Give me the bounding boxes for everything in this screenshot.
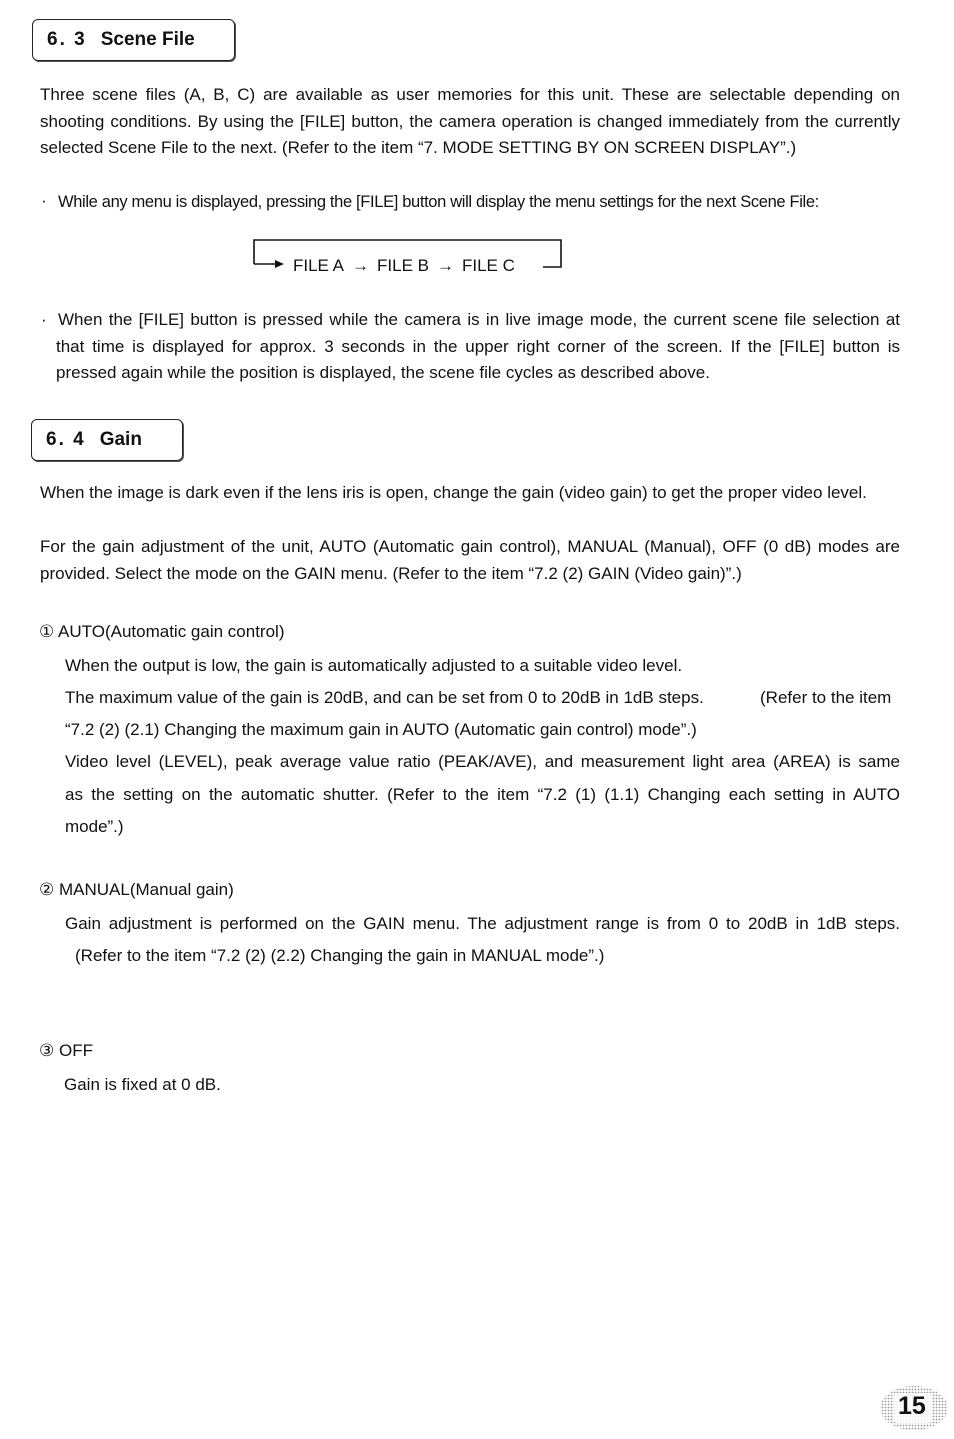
file-a-label: FILE A <box>293 256 345 275</box>
file-b-label: FILE B <box>377 256 429 275</box>
section-number: 6. 3 <box>47 29 87 50</box>
section-heading-gain <box>31 419 183 461</box>
auto-heading <box>39 621 284 643</box>
auto-line-2a: The maximum value of the gain is 20dB, and can be set from 0 to 20dB in 1dB steps. <box>65 688 704 707</box>
right-arrow-icon: → <box>352 256 370 275</box>
manual-line-2: (Refer to the item “7.2 (2) (2.2) Changing the gain in MANUAL mode”.) <box>75 946 605 965</box>
auto-heading-text: AUTO(Automatic gain control) <box>58 622 285 641</box>
bullet-marker: · <box>41 191 47 210</box>
off-heading <box>39 1040 93 1062</box>
page-number-badge <box>878 1385 948 1431</box>
bullet-menu-file: While any menu is displayed, pressing the [FILE] button will display the menu settings for the next Scene File: <box>58 193 819 211</box>
bullet-live-image: When the [FILE] button is pressed while the camera is in live image mode, the current scene file selection at that time is displayed for approx. 3 seconds in the upper right corner of the screen. If the [FILE] button is pressed again while the position is displayed, the scene file cycles as described above. <box>56 310 900 382</box>
auto-line-3: “7.2 (2) (2.1) Changing the maximum gain in AUTO (Automatic gain control) mode”.) <box>65 720 697 739</box>
bullet-marker: · <box>41 310 47 329</box>
section-title: Gain <box>99 429 142 450</box>
right-arrow-icon: → <box>437 256 454 275</box>
auto-line-6: mode”.) <box>65 817 124 836</box>
circled-two-marker: ② <box>39 880 55 899</box>
auto-line-2b: (Refer to the item <box>760 688 892 707</box>
gain-intro-paragraph-1: When the image is dark even if the lens iris is open, change the gain (video gain) to get the proper video level. <box>40 483 867 502</box>
section-title: Scene File <box>100 29 195 50</box>
manual-heading <box>39 879 234 901</box>
auto-line-4: Video level (LEVEL), peak average value ratio (PEAK/AVE), and measurement light area (AREA) is same <box>65 752 900 771</box>
section-heading-scene-file <box>32 19 235 61</box>
gain-intro-paragraph-2: For the gain adjustment of the unit, AUTO (Automatic gain control), MANUAL (Manual), OFF (0 dB) modes are provided. Select the mode on the GAIN menu. (Refer to the item “7.2 (2) GAIN (Video gain)”.) <box>40 537 900 583</box>
manual-line-1: Gain adjustment is performed on the GAIN menu. The adjustment range is from 0 to 20dB in 1dB steps. <box>65 914 900 933</box>
circled-three-marker: ③ <box>39 1041 55 1060</box>
section-number: 6. 4 <box>46 429 86 450</box>
scene-file-paragraph: Three scene files (A, B, C) are available as user memories for this unit. These are selectable depending on shooting conditions. By using the [FILE] button, the camera operation is changed immediately from the currently selected Scene File to the next. (Refer to the item “7. MODE SETTING BY ON SCREEN DISPLAY”.) <box>40 85 900 157</box>
page-number: 15 <box>898 1392 926 1420</box>
manual-heading-text: MANUAL(Manual gain) <box>58 880 234 899</box>
auto-line-5: as the setting on the automatic shutter. (Refer to the item “7.2 (1) (1.1) Changing each setting in AUTO <box>65 785 900 804</box>
off-line-1: Gain is fixed at 0 dB. <box>64 1075 221 1094</box>
off-heading-text: OFF <box>58 1041 93 1060</box>
file-c-label: FILE C <box>462 256 515 275</box>
auto-line-1: When the output is low, the gain is automatically adjusted to a suitable video level. <box>65 656 683 675</box>
file-cycle-flow <box>293 256 515 276</box>
circled-one-marker: ① <box>39 622 55 641</box>
